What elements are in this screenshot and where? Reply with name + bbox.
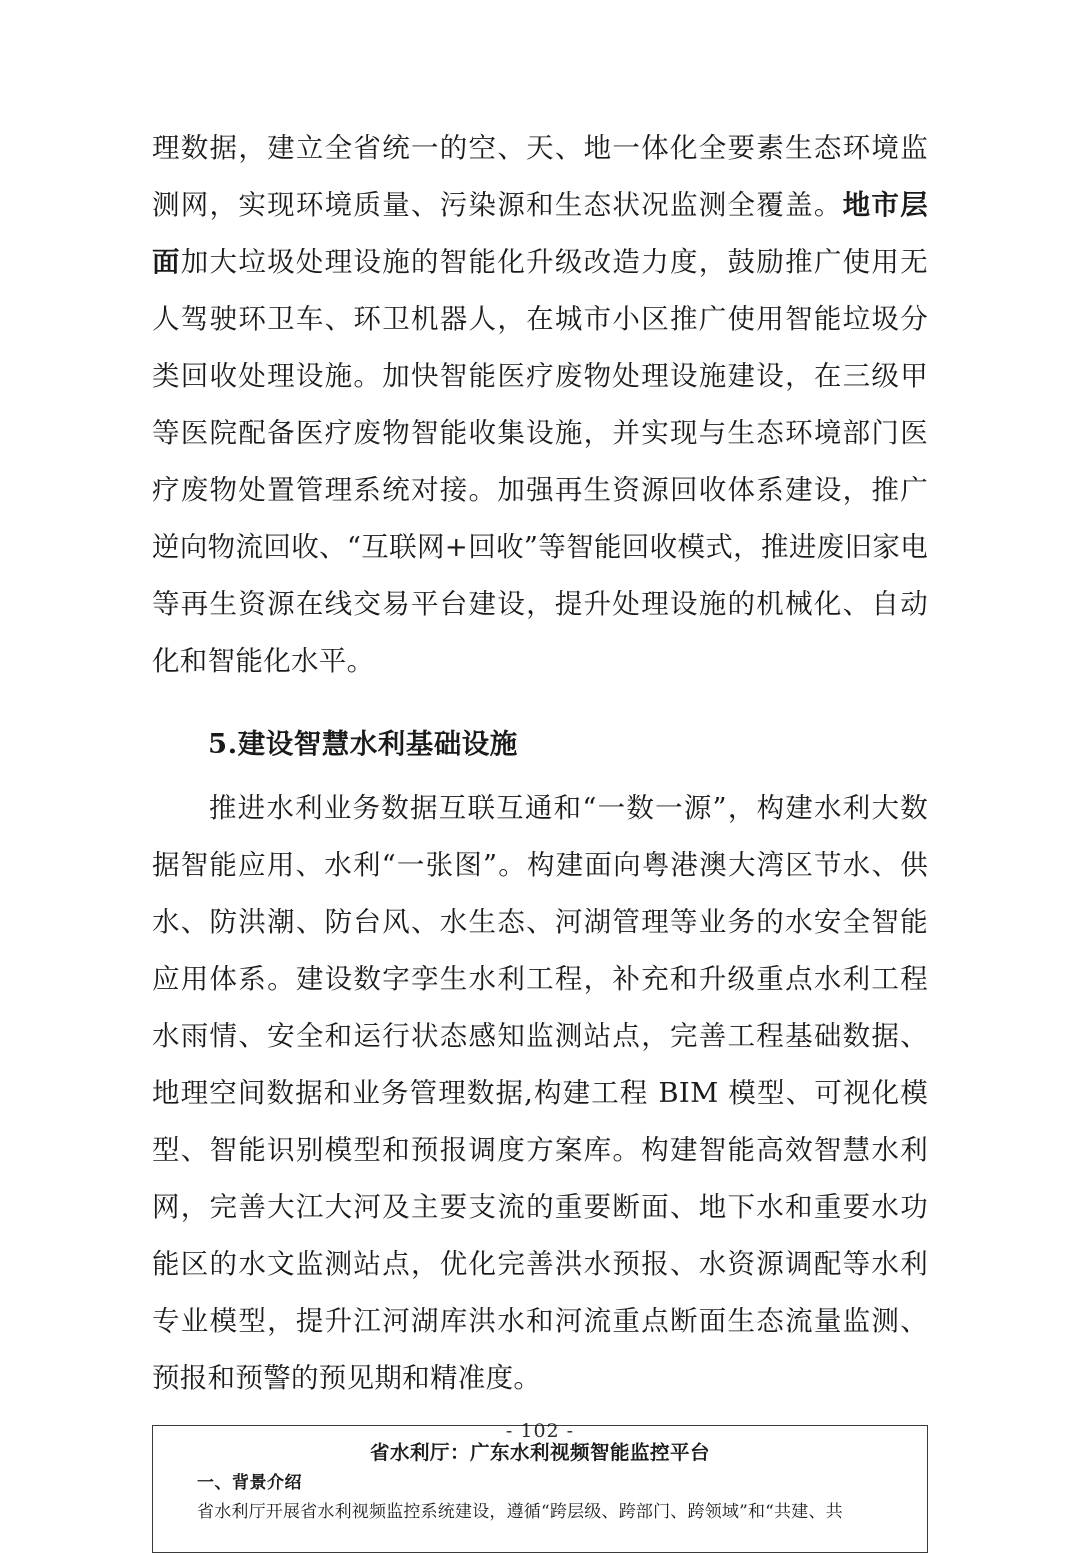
paragraph-run-plain-1: 理数据，建立全省统一的空、天、地一体化全要素生态环境监测网，实现环境质量、污染源和生态状况监测全覆盖。 [152,132,928,221]
paragraph-water-text: 推进水利业务数据互联互通和“一数一源”，构建水利大数据智能应用、水利“一张图”。构建面向粤港澳大湾区节水、供水、防洪潮、防台风、水生态、河湖管理等业务的水安全智能应用体系。建设数字孪生水利工程，补充和升级重点水利工程水雨情、安全和运行状态感知监测站点，完善工程基础数据、地理空间数据和业务管理数据,构建工程 BIM 模型、可视化模型、智能识别模型和预报调度方案库。构建智能高效智慧水利网，完善大江大河及主要支流的重要断面、地下水和重要水功能区的水文监测站点，优化完善洪水预报、水资源调配等水利专业模型，提升江河湖库洪水和河流重点断面生态流量监测、预报和预警的预见期和精准度。 [152,792,928,1394]
section-heading: 5.建设智慧水利基础设施 [208,728,518,760]
page-content [152,120,928,1553]
paragraph-continued [152,120,928,690]
paragraph-run-plain-2: 加大垃圾处理设施的智能化升级改造力度，鼓励推广使用无人驾驶环卫车、环卫机器人，在城市小区推广使用智能垃圾分类回收处理设施。加快智能医疗废物处理设施建设，在三级甲等医院配备医疗废物智能收集设施，并实现与生态环境部门医疗废物处置管理系统对接。加强再生资源回收体系建设，推广逆向物流回收、“互联网+回收”等智能回收模式，推进废旧家电等再生资源在线交易平台建设，提升处理设施的机械化、自动化和智能化水平。 [152,246,928,677]
page-number: - 102 - [505,1420,575,1442]
case-box-paragraph: 省水利厅开展省水利视频监控系统建设，遵循“跨层级、跨部门、跨领域”和“共建、共 [197,1502,843,1522]
paragraph-run-bold: 地市层面 [152,189,928,278]
paragraph-water-infrastructure [152,780,928,1407]
case-box-title: 省水利厅：广东水利视频智能监控平台 [369,1441,710,1464]
case-box-subtitle: 一、背景介绍 [197,1473,302,1493]
case-study-box [152,1425,928,1553]
